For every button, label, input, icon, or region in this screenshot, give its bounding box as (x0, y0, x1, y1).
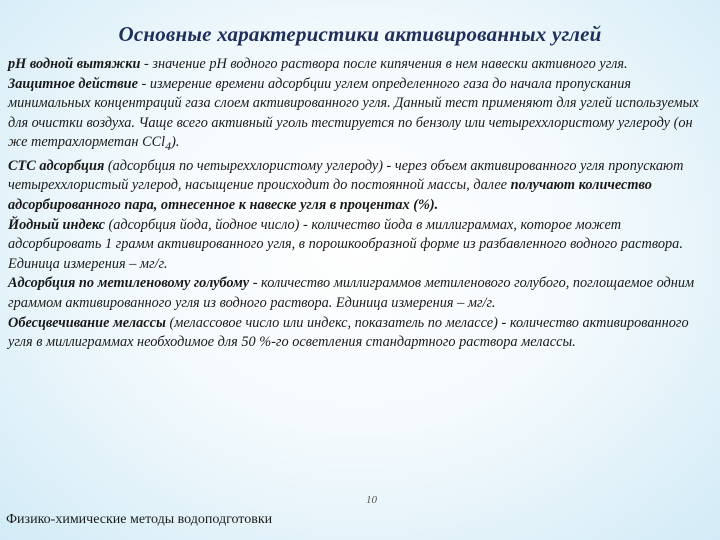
paragraph-iodine-index (8, 216, 714, 275)
page-number: 10 (366, 494, 377, 506)
footer-text: Физико-химические методы водоподготовки (6, 512, 273, 527)
definition-molasses: (мелассовое число или индекс, показатель по мелассе) - количество активированного угля в миллиграммах необходимое для 50 %-го осветления стандартного раствора мелассы. (8, 314, 689, 351)
definition-protective-action-end: ). (171, 134, 180, 151)
paragraph-ph (8, 55, 714, 75)
term-molasses: Обесцвечивание мелассы (8, 314, 166, 331)
paragraph-molasses (8, 314, 714, 353)
paragraph-methylene-blue (8, 274, 714, 313)
formula-subscript: 4 (165, 139, 172, 154)
term-methylene-blue: Адсорбция по метиленовому голубому (8, 275, 250, 292)
definition-protective-action: - измерение времени адсорбции углем определенного газа до начала пропускания минимальных концентраций газа слоем активированного угля. Данный тест применяют для углей используемых для очистки воздуха. Чаще всего активный уголь тестируется по бензолу или четыреххлористому углероду (он же тетрахлорметан CCl (8, 75, 699, 151)
definition-methylene-blue: - количество миллиграммов метиленового голубого, поглощаемое одним граммом активированного угля из водного раствора. Единица измерения – мг/г. (8, 275, 695, 311)
term-iodine-index: Йодный индекс (8, 216, 105, 233)
term-ctc-adsorption: СТС адсорбция (8, 157, 105, 174)
paragraph-ctc-adsorption (8, 157, 714, 216)
term-protective-action: Защитное действие (8, 75, 138, 92)
definition-ctc-adsorption-emphasis: получают количество адсорбированного пара, отнесенное к навеске угля в процентах (%). (8, 177, 652, 214)
paragraph-protective-action (8, 75, 714, 157)
definition-ph: - значение рН водного раствора после кипячения в нем навески активного угля. (140, 56, 628, 72)
definition-iodine-index: (адсорбция йода, йодное число) - количество йода в миллиграммах, которое может адсорбировать 1 грамм активированного угля, в порошкообразной форме из разбавленного водного раствора. Единица измерения – мг/г. (8, 216, 683, 272)
term-ph: рН водной вытяжки (8, 56, 141, 72)
page-title: Основные характеристики активированных углей (118, 22, 602, 46)
definition-ctc-adsorption: (адсорбция по четыреххлористому углероду) - через объем активированного угля пропускают четыреххлористый углерод, насыщение происходит до постоянной массы, далее (8, 157, 684, 194)
characteristics-body (8, 55, 714, 353)
